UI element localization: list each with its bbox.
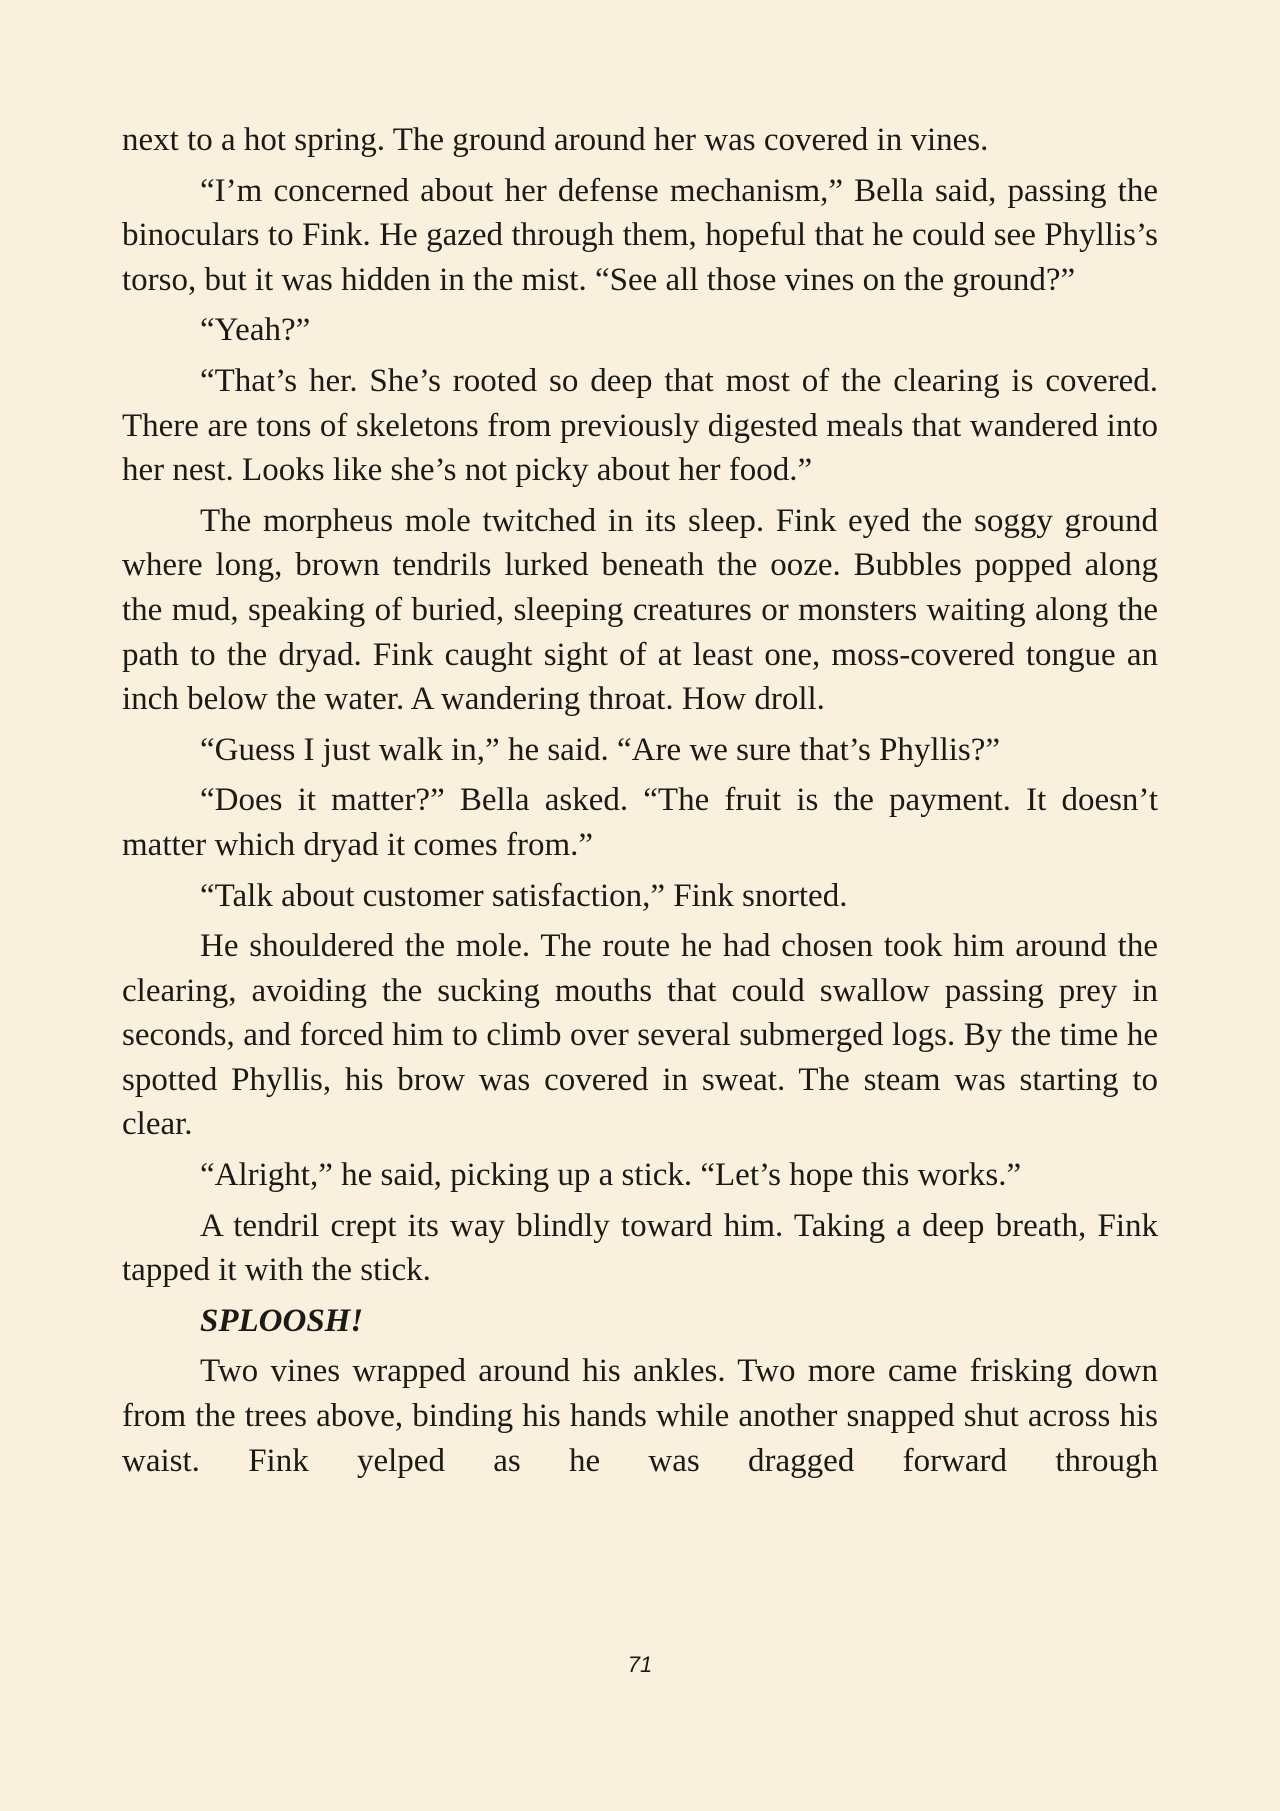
paragraph-continuation: next to a hot spring. The ground around her was covered in vines. xyxy=(122,122,989,158)
paragraph: The morpheus mole twitched in its sleep. Fink eyed the soggy ground where long, brown tendrils lurked beneath the ooze. Bubbles popped along the mud, speaking of buried, sleeping creatures or monsters waiting along the path to the dryad. Fink caught sight of at least one, moss-covered tongue an inch below the water. A wandering throat. How droll. xyxy=(122,502,1158,718)
page-body xyxy=(122,118,1158,1489)
paragraph: “Talk about customer satisfaction,” Fink snorted. xyxy=(200,877,848,914)
paragraph: “Does it matter?” Bella asked. “The fruit is the payment. It doesn’t matter which dryad it comes from.” xyxy=(122,782,1158,863)
paragraph: He shouldered the mole. The route he had chosen took him around the clearing, avoiding the sucking mouths that could swallow passing prey in seconds, and forced him to climb over several submerged logs. By the time he spotted Phyllis, his brow was covered in sweat. The steam was starting to clear. xyxy=(122,928,1158,1143)
paragraph-continues-next-page: Two vines wrapped around his ankles. Two more came frisking down from the trees above, binding his hands while another snapped shut across his waist. Fink yelped as he was dragged forward through xyxy=(122,1353,1158,1479)
paragraph: “Yeah?” xyxy=(200,312,311,349)
paragraph: “That’s her. She’s rooted so deep that most of the clearing is covered. There are tons of skeletons from previously digested meals that wandered into her nest. Looks like she’s not picky about her food.” xyxy=(122,362,1158,489)
paragraph: “Alright,” he said, picking up a stick. “Let’s hope this works.” xyxy=(200,1157,1022,1194)
paragraph: “Guess I just walk in,” he said. “Are we sure that’s Phyllis?” xyxy=(200,731,1001,768)
page-number: 71 xyxy=(627,1652,653,1677)
paragraph: “I’m concerned about her defense mechanism,” Bella said, passing the binoculars to Fink. He gazed through them, hopeful that he could see Phyllis’s torso, but it was hidden in the mist. “See all those vines on the ground?” xyxy=(122,172,1158,298)
paragraph: A tendril crept its way blindly toward him. Taking a deep breath, Fink tapped it with the stick. xyxy=(122,1207,1158,1289)
sound-effect-heading: SPLOOSH! xyxy=(200,1302,364,1339)
